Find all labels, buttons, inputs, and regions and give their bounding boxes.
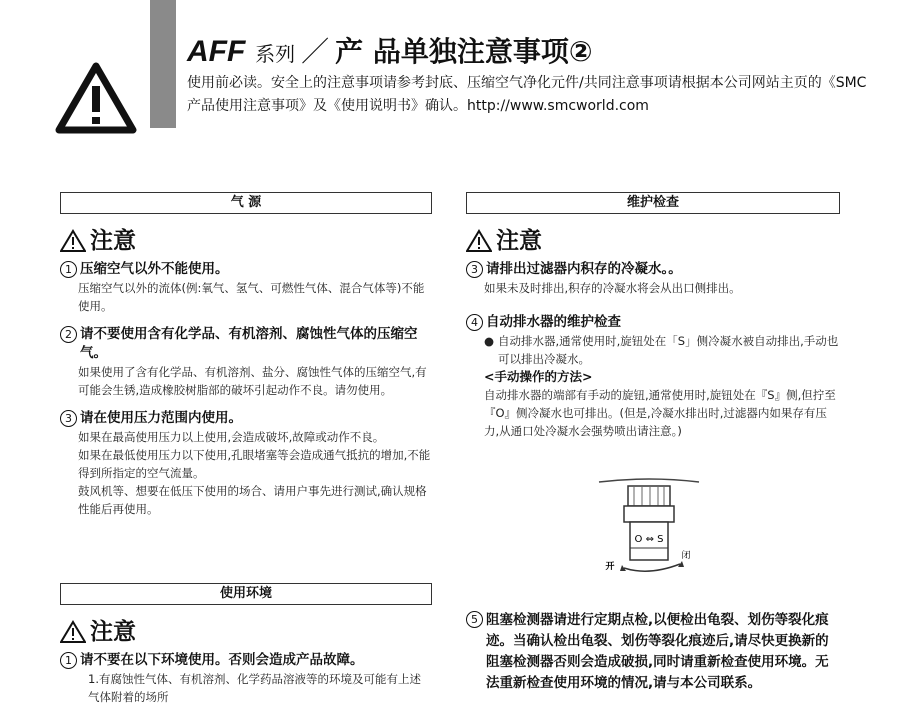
item-title: 5 阻塞检测器请进行定期点检,以便检出龟裂、划伤等裂化痕迹。当确认检出龟裂、划伤等裂化痕迹后,请尽快更换新的阻塞检测器否则会造成破损,同时请重新检查使用环境。无法重新检查使用环境的情况,请与本公司联系。	[466, 610, 840, 694]
item-body: 如果使用了含有化学品、有机溶剂、盐分、腐蚀性气体的压缩空气,有可能会生锈,造成橡胶树脂部的破坏引起动作不良。请勿使用。	[78, 365, 427, 397]
list-item: 1.有腐蚀性气体、有机溶剂、化学药品溶液等的环境及可能有上述气体附着的场所	[88, 672, 421, 704]
caution-icon	[466, 229, 492, 253]
page-title: AFF 系列 ／ 产 品单独注意事项②	[187, 35, 593, 68]
close-label: 闭	[681, 551, 691, 561]
caution-heading: 注意	[60, 224, 432, 258]
left-column-environment	[60, 583, 432, 706]
item-title: 3 请排出过滤器内积存的冷凝水。。	[466, 260, 840, 279]
item-title: 3 请在使用压力范围内使用。	[60, 409, 432, 428]
item-body: 如果在最低使用压力以下使用,孔眼堵塞等会造成通气抵抗的增加,不能得到所指定的空气流量。	[78, 448, 431, 480]
section-heading-air-source: 气 源	[60, 192, 432, 214]
open-label: 开	[605, 562, 615, 572]
item-title: 1 请不要在以下环境使用。否则会造成产品故障。	[60, 651, 432, 670]
bullet-item: ● 自动排水器,通常使用时,旋钮处在「S」侧冷凝水被自动排出,手动也可以排出冷凝水。	[484, 334, 839, 366]
header-accent-bar	[150, 0, 176, 128]
item-body: 如果在最高使用压力以上使用,会造成破坏,故障或动作不良。	[78, 430, 385, 444]
drain-knob-diagram	[594, 472, 704, 582]
item-body: 如果未及时排出,积存的冷凝水将会从出口侧排出。	[484, 281, 741, 295]
item-body: 鼓风机等、想要在低压下使用的场合、请用户事先进行测试,确认规格性能后再使用。	[78, 484, 427, 516]
section-heading-environment: 使用环境	[60, 583, 432, 605]
caution-icon	[60, 620, 86, 644]
item-title: 2 请不要使用含有化学品、有机溶剂、腐蚀性气体的压缩空气。	[60, 325, 432, 363]
knob-label: O ⇔ S	[634, 534, 664, 545]
item-body: 自动排水器的端部有手动的旋钮,通常使用时,旋钮处在『S』侧,但拧至『O』侧冷凝水也可排出。(但是,冷凝水排出时,过滤器内如果存有压力,从通口处冷凝水会强势喷出请注意。)	[484, 388, 836, 438]
warning-icon	[55, 62, 137, 134]
item-title: 1 压缩空气以外不能使用。	[60, 260, 432, 279]
right-column	[466, 192, 840, 440]
caution-heading: 注意	[60, 615, 432, 649]
caution-heading: 注意	[466, 224, 840, 258]
intro-text: 使用前必读。安全上的注意事项请参考封底、压缩空气净化元件/共同注意事项请根据本公司网站主页的《SMC产品使用注意事项》及《使用说明书》确认。http://www.smcworld.com	[187, 75, 867, 114]
caution-icon	[60, 229, 86, 253]
item-title: 4 自动排水器的维护检查	[466, 313, 840, 332]
sub-title: <手动操作的方法>	[484, 369, 593, 384]
item-body: 压缩空气以外的流体(例:氧气、氢气、可燃性气体、混合气体等)不能使用。	[78, 281, 425, 313]
right-column-item5	[466, 608, 840, 694]
section-heading-maintenance: 维护检查	[466, 192, 840, 214]
left-column	[60, 192, 432, 518]
